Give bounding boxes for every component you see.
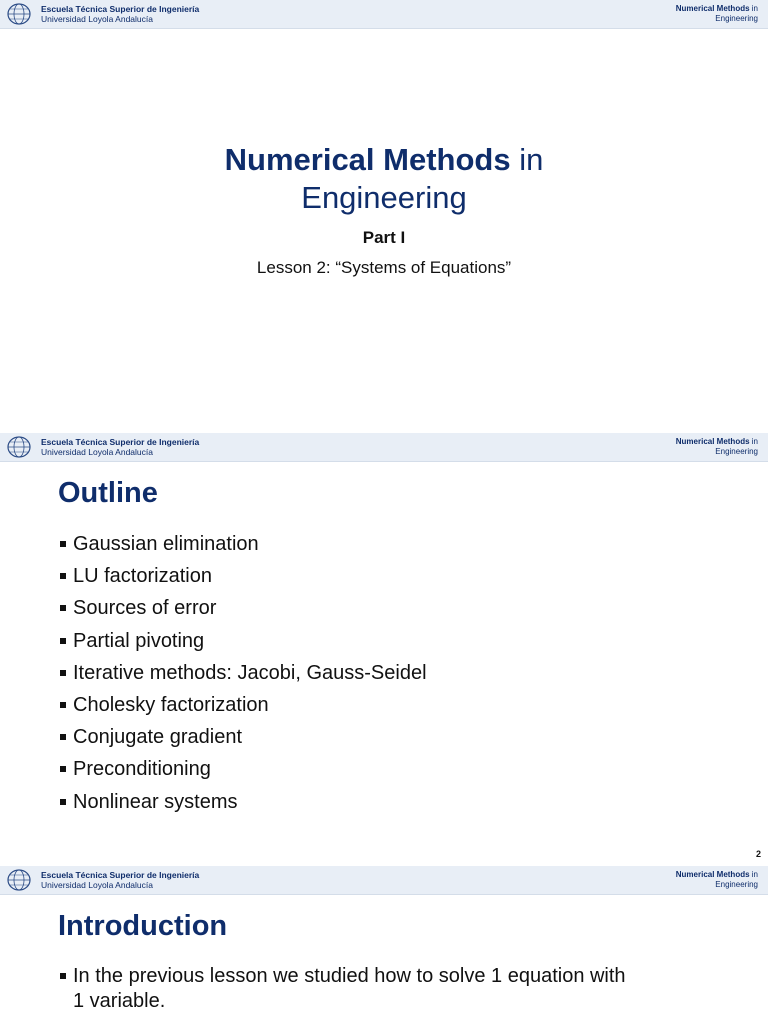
lesson-label: Lesson 2: “Systems of Equations” bbox=[256, 258, 512, 277]
slide-header bbox=[0, 866, 768, 895]
list-item: Sources of error bbox=[58, 592, 427, 624]
outline-list bbox=[58, 528, 427, 818]
slide-header bbox=[0, 433, 768, 462]
slide-title: Outline bbox=[58, 477, 158, 509]
university-globe-logo-icon bbox=[6, 436, 32, 458]
slide-2 bbox=[0, 433, 768, 863]
list-item: LU factorization bbox=[58, 560, 427, 592]
list-item: Preconditioning bbox=[58, 753, 427, 785]
slide-header bbox=[0, 0, 768, 29]
page-number: 2 bbox=[755, 849, 761, 859]
university-globe-logo-icon bbox=[6, 869, 32, 891]
course-name: Numerical Methods in Engineering bbox=[675, 437, 758, 456]
intro-bullet: In the previous lesson we studied how to solve 1 equation with 1 variable. bbox=[58, 964, 733, 1014]
part-label: Part I bbox=[362, 228, 406, 247]
university-globe-logo-icon bbox=[6, 3, 32, 25]
school-name: Escuela Técnica Superior de Ingeniería bbox=[41, 870, 200, 880]
list-item: Conjugate gradient bbox=[58, 721, 427, 753]
list-item: Cholesky factorization bbox=[58, 689, 427, 721]
list-item: Iterative methods: Jacobi, Gauss-Seidel bbox=[58, 657, 427, 689]
university-name: Universidad Loyola Andalucía bbox=[41, 14, 153, 24]
course-name: Numerical Methods in Engineering bbox=[675, 870, 758, 889]
school-name: Escuela Técnica Superior de Ingeniería bbox=[41, 4, 200, 14]
course-name: Numerical Methods in Engineering bbox=[675, 4, 758, 23]
university-name: Universidad Loyola Andalucía bbox=[41, 447, 153, 457]
university-name: Universidad Loyola Andalucía bbox=[41, 880, 153, 890]
slide-1 bbox=[0, 0, 768, 430]
list-item: Gaussian elimination bbox=[58, 528, 427, 560]
presentation-title: Numerical Methods in Engineering bbox=[224, 142, 544, 215]
school-name: Escuela Técnica Superior de Ingeniería bbox=[41, 437, 200, 447]
list-item: Partial pivoting bbox=[58, 625, 427, 657]
slide-title: Introduction bbox=[58, 910, 228, 942]
list-item: Nonlinear systems bbox=[58, 786, 427, 818]
